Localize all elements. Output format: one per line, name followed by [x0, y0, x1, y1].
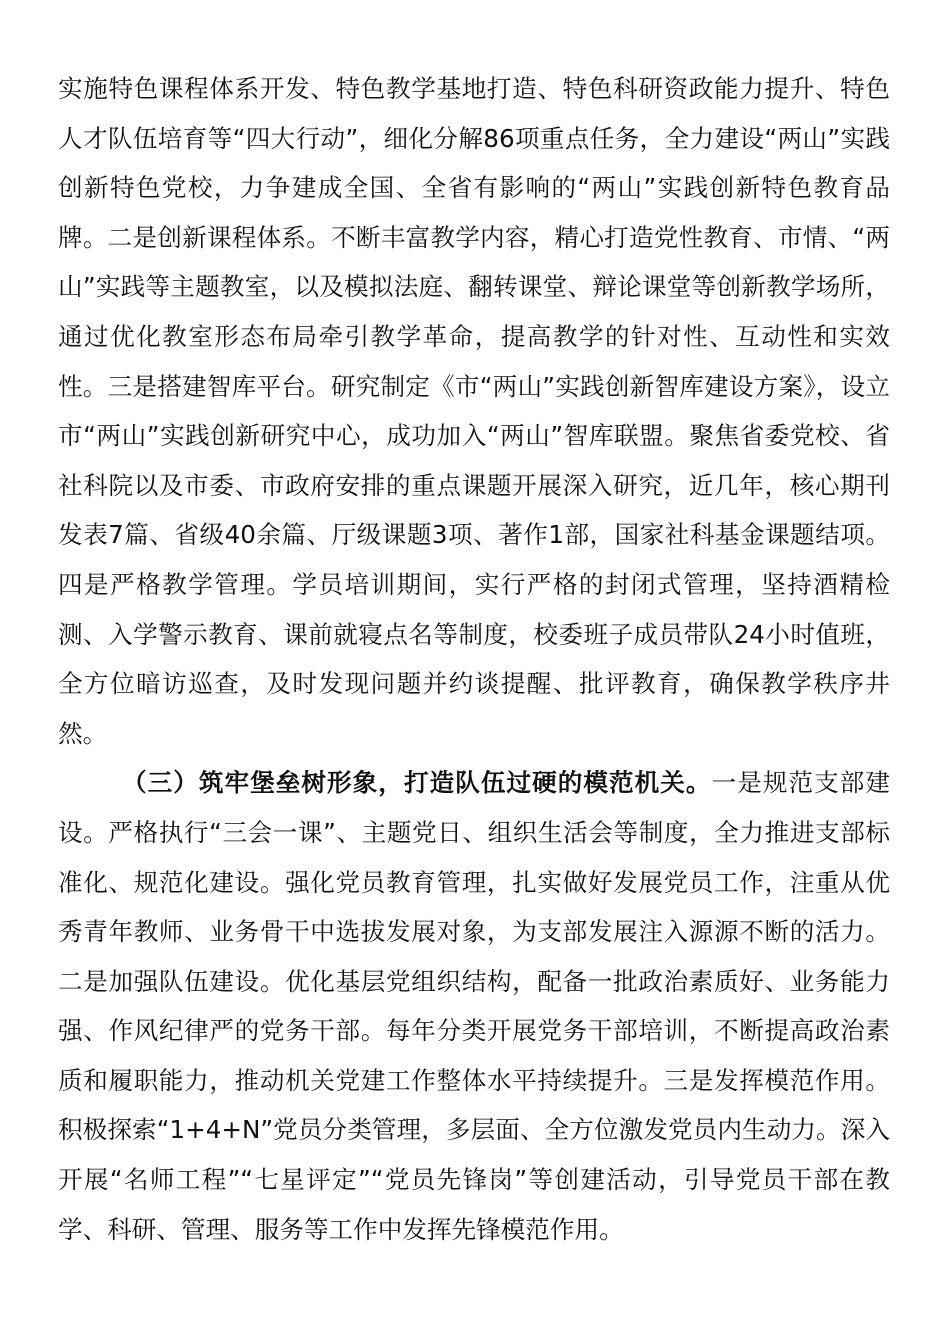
section-heading: （三）筑牢堡垒树形象，打造队伍过硬的模范机关。: [121, 768, 712, 798]
paragraph-1: [58, 64, 890, 758]
paragraph-1-text: 实施特色课程体系开发、特色教学基地打造、特色科研资政能力提升、特色人才队伍培育等“四大行动”，细化分解86项重点任务，全力建设“两山”实践创新特色党校，力争建成全国、全省有影响的“两山”实践创新特色教育品牌。二是创新课程体系。不断丰富教学内容，精心打造党性教育、市情、“两山”实践等主题教室，以及模拟法庭、翻转课堂、辩论课堂等创新教学场所，通过优化教室形态布局牵引教学革命，提高教学的针对性、互动性和实效性。三是搭建智库平台。研究制定《市“两山”实践创新智库建设方案》，设立市“两山”实践创新研究中心，成功加入“两山”智库联盟。聚焦省委党校、省社科院以及市委、市政府安排的重点课题开展深入研究，近几年，核心期刊发表7篇、省级40余篇、厅级课题3项、著作1部，国家社科基金课题结项。四是严格教学管理。学员培训期间，实行严格的封闭式管理，坚持酒精检测、入学警示教育、课前就寝点名等制度，校委班子成员带队24小时值班，全方位暗访巡查，及时发现问题并约谈提醒、批评教育，确保教学秩序井然。: [58, 74, 890, 748]
paragraph-2: [58, 758, 890, 1254]
document-body: [58, 64, 890, 1254]
paragraph-2-text: 一是规范支部建设。严格执行“三会一课”、主题党日、组织生活会等制度，全力推进支部标准化、规范化建设。强化党员教育管理，扎实做好发展党员工作，注重从优秀青年教师、业务骨干中选拔发展对象，为支部发展注入源源不断的活力。二是加强队伍建设。优化基层党组织结构，配备一批政治素质好、业务能力强、作风纪律严的党务干部。每年分类开展党务干部培训，不断提高政治素质和履职能力，推动机关党建工作整体水平持续提升。三是发挥模范作用。积极探索“1+4+N”党员分类管理，多层面、全方位激发党员内生动力。深入开展“名师工程”“七星评定”“党员先锋岗”等创建活动，引导党员干部在教学、科研、管理、服务等工作中发挥先锋模范作用。: [58, 768, 890, 1244]
